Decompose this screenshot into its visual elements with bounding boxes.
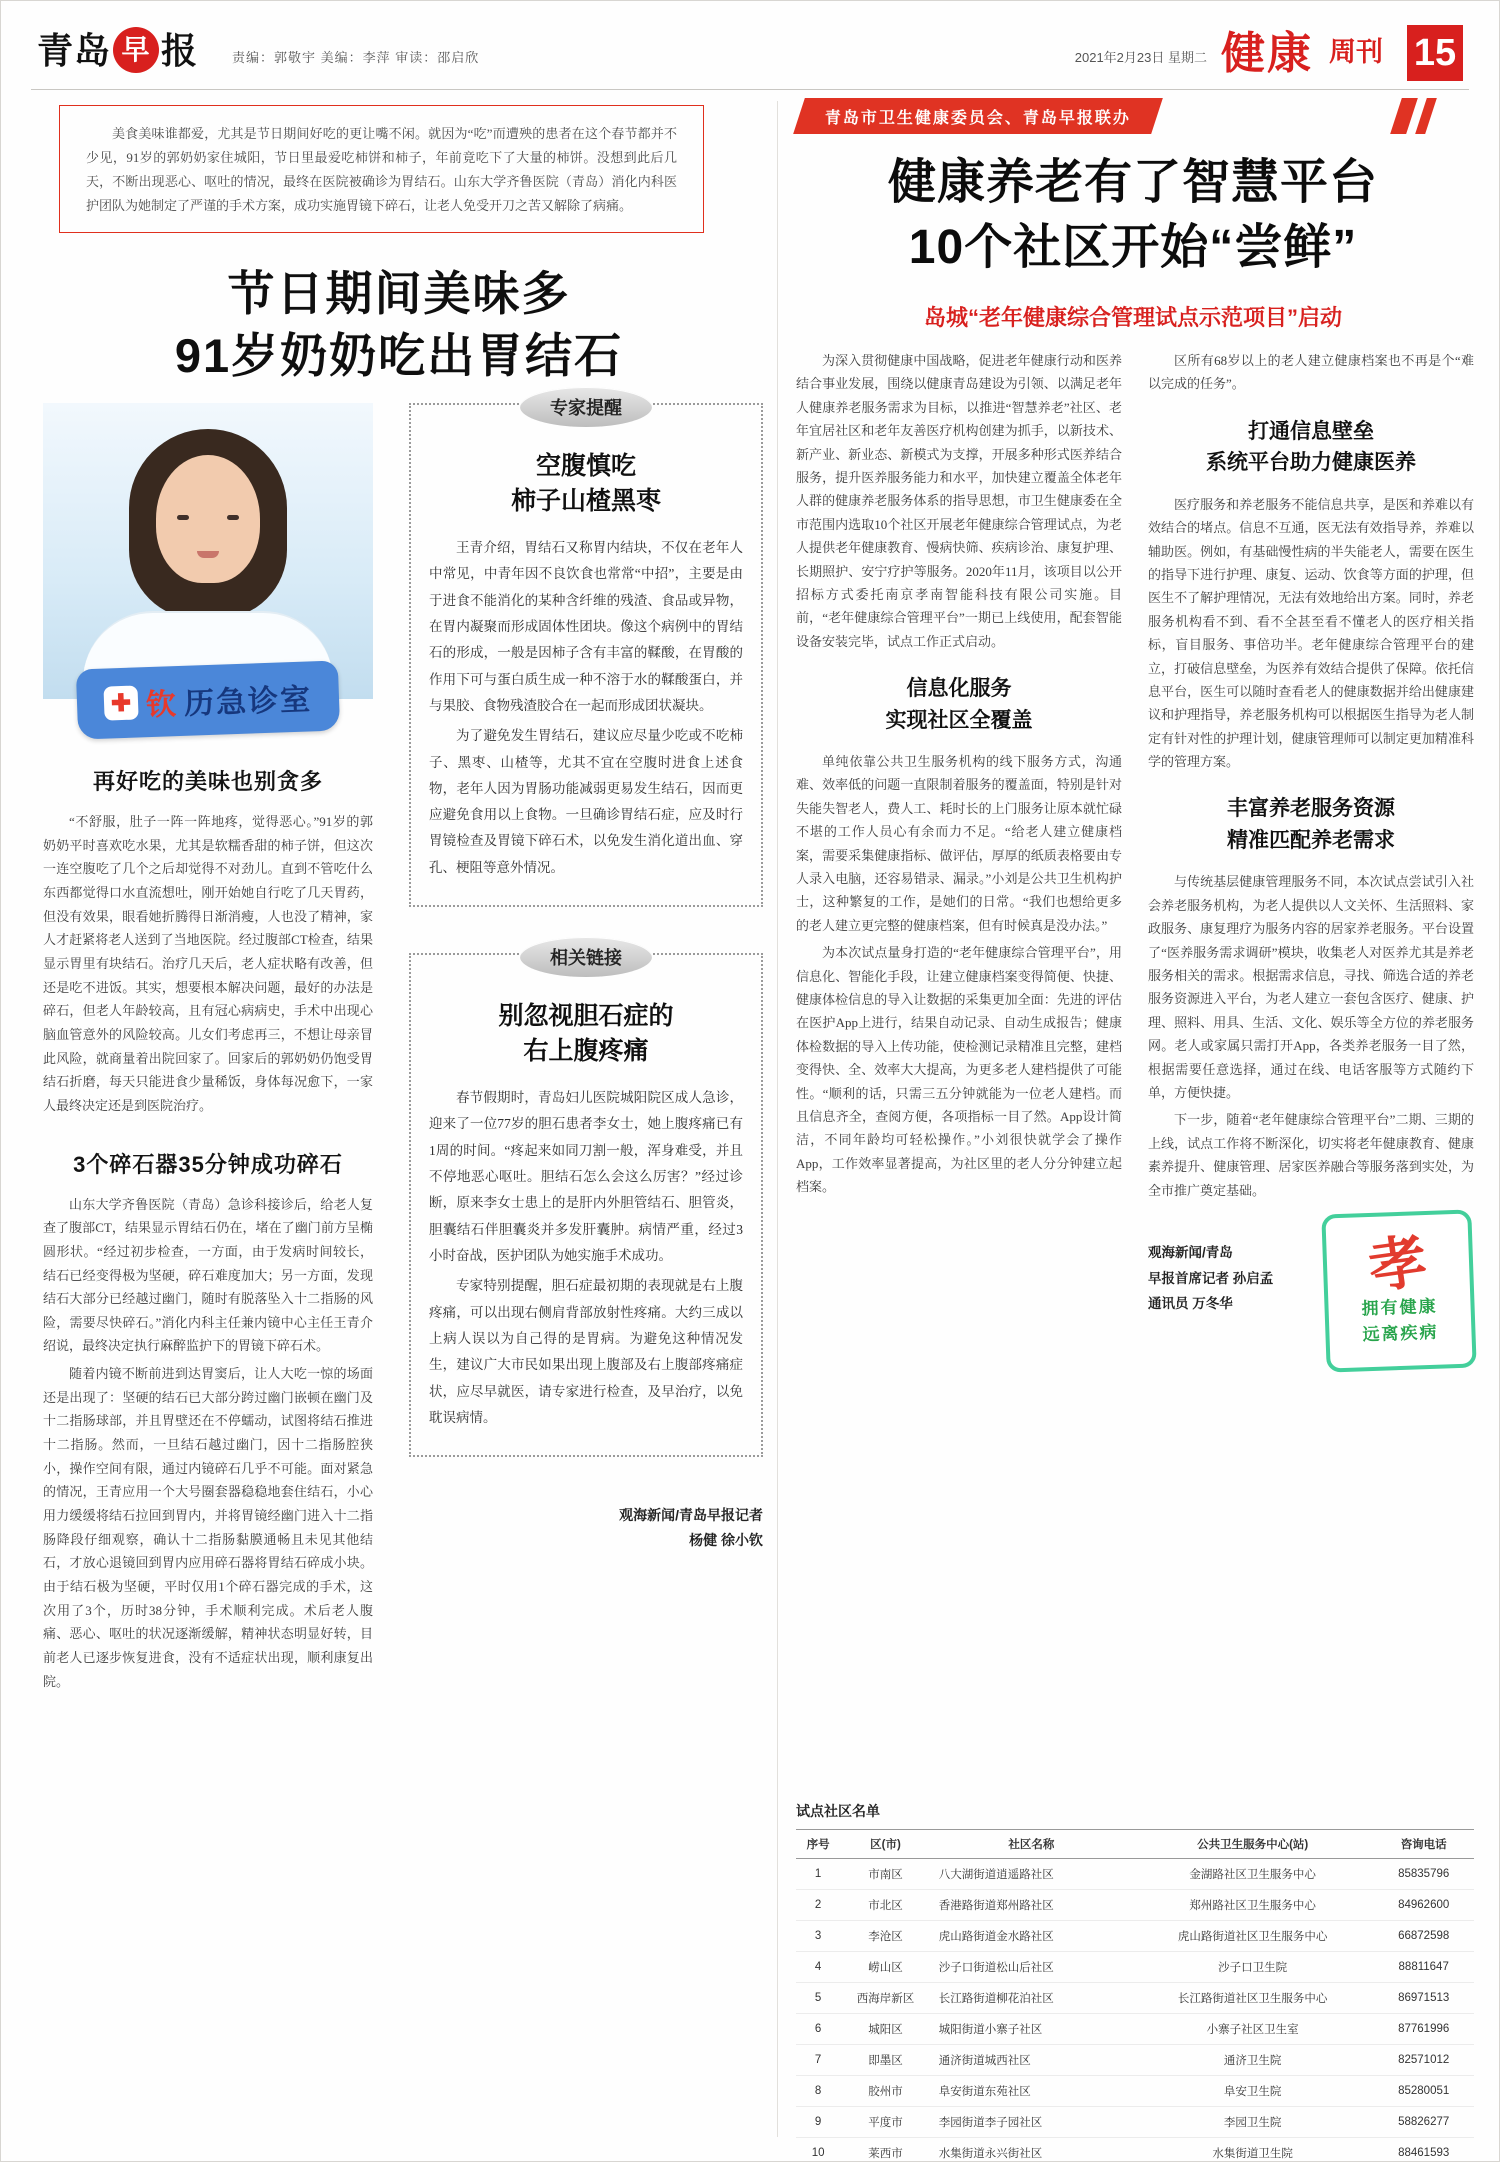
table-cell: 香港路街道郑州路社区 — [931, 1890, 1132, 1921]
intro-text: 美食美味谁都爱，尤其是节日期间好吃的更让嘴不闲。就因为“吃”而遭殃的患者在这个春节都并不少见，91岁的郭奶奶家住城阳，节日里最爱吃柿饼和柿子，年前竟吃下了大量的柿饼。没想到此后几天，不断出现恶心、呕吐的情况，最终在医院被确诊为胃结石。山东大学齐鲁医院（青岛）消化内科医护团队为她制定了严谨的手术方案，成功实施胃镜下碎石，让老人免受开刀之苦又解除了病痛。 — [86, 126, 677, 214]
right-credit-line2: 早报首席记者 孙启孟 — [1148, 1270, 1274, 1286]
editors-line: 责编：郭敬宇 美编：李萍 审读：邵启欣 — [232, 50, 480, 65]
table-cell: 虎山路街道社区卫生服务中心 — [1132, 1921, 1373, 1952]
right-credit-line3: 通讯员 万冬华 — [1148, 1296, 1233, 1312]
table-cell: 市南区 — [840, 1859, 931, 1890]
right-paragraph: 下一步，随着“老年健康综合管理平台”二期、三期的上线，试点工作将不断深化，切实将老年健康教育、健康素养提升、健康管理、居家医养融合等服务落到实处，为全市推广奠定基础。 — [1148, 1112, 1474, 1198]
right-subhead-info-line1: 信息化服务 — [906, 677, 1012, 701]
related-link-box — [409, 948, 763, 1457]
column-logo-banner — [76, 660, 340, 739]
table-cell: 66872598 — [1373, 1921, 1474, 1952]
weekly-title-light: 周刊 — [1329, 36, 1383, 67]
table-row — [796, 2014, 1474, 2045]
right-paragraph: 为深入贯彻健康中国战略，促进老年健康行动和医养结合事业发展，围绕以健康青岛建设为引领、以满足老年人健康养老服务需求为目标，以推进“智慧养老”社区、老年宜居社区和老年友善医疗机构创建为抓手，以新技术、新产业、新业态、新模式为支撑，开展多种形式医养结合服务，提升医养服务能力和水平，加快建立覆盖全体老年人群的健康养老服务体系的指导思想，市卫生健康委在全市范围内选取10个社区开展老年健康综合管理试点，为老人提供老年健康教育、慢病快筛、疾病诊治、康复护理、长期照护、安宁疗护等服务。2020年11月，该项目以公开招标方式委托南京孝南智能科技有限公司实施。目前，“老年健康综合管理平台”一期已上线使用，配套智能设备安装完毕，试点工作正式启动。 — [796, 353, 1122, 649]
table-cell: 李园卫生院 — [1132, 2107, 1373, 2138]
table-cell: 阜安卫生院 — [1132, 2076, 1373, 2107]
table-header-row — [796, 1830, 1474, 1859]
doctor-photo — [43, 403, 373, 699]
related-title-line1: 别忽视胆石症的 — [498, 1002, 674, 1031]
label-slash-decoration — [1415, 98, 1437, 134]
table-cell: 6 — [796, 2014, 840, 2045]
related-title-line2: 右上腹疼痛 — [523, 1037, 649, 1066]
table-cell: 城阳区 — [840, 2014, 931, 2045]
table-header: 区(市) — [840, 1830, 931, 1859]
right-deck: 岛城“老年健康综合管理试点示范项目”启动 — [923, 305, 1342, 330]
pilot-table-title: 试点社区名单 — [796, 1803, 880, 1819]
left-paragraph: “不舒服，肚子一阵一阵地疼，觉得恶心。”91岁的郭奶奶平时喜欢吃水果，尤其是软糯香甜的柿子饼，但这次一连空腹吃了几个之后却觉得不对劲儿。直到不管吃什么东西都觉得口水直流想吐，刚开始她自行吃了几天胃药，但没有效果，眼看她折腾得日渐消瘦，人也没了精神，家人才赶紧将老人送到了当地医院。经过腹部CT检查，结果显示胃里有块结石。治疗几天后，老人症状略有改善，但还是吃不进饭。其实，想要根本解决问题，最好的办法是碎石，但老人年龄较高，且有冠心病病史，手术中出现心脑血管意外的风险较高。儿女们考虑再三，不想让母亲冒此风险，就商量着出院回家了。回家后的郭奶奶仍饱受胃结石折磨，每天只能进食少量稀饭，身体每况愈下，一家人最终决定还是到医院治疗。 — [43, 814, 373, 1113]
photo-mouth — [197, 551, 219, 558]
table-row — [796, 2138, 1474, 2162]
left-subhead-2: 3个碎石器35分钟成功碎石 — [73, 1151, 343, 1177]
table-row — [796, 2107, 1474, 2138]
right-subhead-info-line2: 实现社区全覆盖 — [885, 708, 1033, 732]
table-cell: 阜安街道东苑社区 — [931, 2076, 1132, 2107]
table-cell: 88461593 — [1373, 2138, 1474, 2162]
table-cell: 李园街道李子园社区 — [931, 2107, 1132, 2138]
right-subhead-resource-line1: 丰富养老服务资源 — [1227, 797, 1395, 821]
brand-left: 青岛 — [37, 30, 112, 71]
table-row — [796, 1890, 1474, 1921]
photo-eye-left — [177, 515, 189, 520]
table-row — [796, 1952, 1474, 1983]
left-article-text-column — [43, 403, 373, 1697]
left-credit-line2: 杨健 徐小钦 — [689, 1532, 763, 1549]
table-cell: 平度市 — [840, 2107, 931, 2138]
table-header: 咨询电话 — [1373, 1830, 1474, 1859]
table-cell: 李沧区 — [840, 1921, 931, 1952]
table-cell: 1 — [796, 1859, 840, 1890]
table-cell: 86971513 — [1373, 1983, 1474, 2014]
header-right — [1075, 17, 1383, 81]
organizer-label-text: 青岛市卫生健康委员会、青岛早报联办 — [825, 109, 1132, 127]
table-row — [796, 1983, 1474, 2014]
seal-text-line2: 远离疾病 — [1362, 1322, 1439, 1345]
right-headline-line1: 健康养老有了智慧平台 — [887, 156, 1378, 209]
table-row — [796, 1921, 1474, 1952]
right-credit-row — [1148, 1212, 1474, 1370]
table-row — [796, 1859, 1474, 1890]
table-cell: 沙子口街道松山后社区 — [931, 1952, 1132, 1983]
right-subhead-resource-line2: 精准匹配养老需求 — [1227, 828, 1395, 852]
table-cell: 5 — [796, 1983, 840, 2014]
masthead-logo — [37, 23, 198, 76]
table-cell: 84962600 — [1373, 1890, 1474, 1921]
photo-face-shape — [156, 455, 260, 583]
right-headline — [791, 151, 1475, 281]
table-row — [796, 2076, 1474, 2107]
right-subhead-resource — [1148, 793, 1474, 856]
pilot-table-section — [796, 1801, 1474, 2162]
table-cell: 市北区 — [840, 1890, 931, 1921]
intro-box — [59, 105, 704, 233]
brand-right: 报 — [161, 30, 199, 71]
expert-title-line1: 空腹慎吃 — [535, 452, 636, 480]
page-header — [37, 17, 1463, 79]
banner-text-blue: 历急诊室 — [183, 683, 313, 721]
left-paragraph: 山东大学齐鲁医院（青岛）急诊科接诊后，给老人复查了腹部CT，结果显示胃结石仍在，堵在了幽门前方呈椭圆形状。“经过初步检查，一方面，由于发病时间较长，结石已经变得极为坚硬，碎石难度加大；另一方面，发现结石大部分已经越过幽门，随时有脱落坠入十二指肠的风险，需要尽快碎石。”消化内科主任兼内镜中心主任王青介绍说，最终决定执行麻醉监护下的胃镜下碎石术。 — [43, 1196, 373, 1354]
seal-character: 孝 — [1364, 1228, 1432, 1301]
table-cell: 10 — [796, 2138, 840, 2162]
expert-reminder-box — [409, 398, 763, 907]
related-box-title — [429, 999, 743, 1069]
left-credit-line1: 观海新闻/青岛早报记者 — [619, 1507, 763, 1524]
table-cell: 通济街道城西社区 — [931, 2045, 1132, 2076]
table-cell: 85280051 — [1373, 2076, 1474, 2107]
table-cell: 7 — [796, 2045, 840, 2076]
expert-box-title — [429, 449, 743, 519]
related-paragraph: 专家特别提醒，胆石症最初期的表现就是右上腹疼痛，可以出现右侧肩背部放射性疼痛。大约三成以上病人误以为自己得的是胃病。为避免这种情况发生，建议广大市民如果出现上腹部及右上腹部疼痛症状，应尽早就医，请专家进行检查，及早治疗，以免耽误病情。 — [429, 1278, 743, 1425]
right-column-a — [796, 349, 1122, 1370]
related-paragraph: 春节假期时，青岛妇儿医院城阳院区成人急诊，迎来了一位77岁的胆石患者李女士，她上腹疼痛已有1周的时间。“疼起来如同刀割一般，浑身难受，并且不停地恶心呕吐。胆结石怎么会这么厉害？”经过诊断，原来李女士患上的是肝内外胆管结石、胆管炎，胆囊结石伴胆囊炎并多发肝囊肿。病情严重，经过3小时奋战，医护团队为她实施手术成功。 — [429, 1090, 743, 1263]
right-subhead-wall — [1148, 416, 1474, 479]
table-cell: 8 — [796, 2076, 840, 2107]
banner-char-red: 钦 — [145, 688, 177, 723]
table-cell: 莱西市 — [840, 2138, 931, 2162]
right-paragraph: 医疗服务和养老服务不能信息共享，是医和养难以有效结合的堵点。信息不互通，医无法有效指导养，养难以辅助医。例如，有基础慢性病的半失能老人，需要在医生的指导下进行护理、康复、运动、饮食等方面的护理，但医生不了解护理情况，无法有效地给出方案。同时，养老服务机构看不到、看不全甚至看不懂老人的医疗相关指标，盲目服务、事倍功半。老年健康综合管理平台的建立，打破信息壁垒，为医养有效结合提供了保障。依托信息平台，医生可以随时查看老人的健康数据并给出健康建议和护理指导，养老服务机构可以根据医生指导为老人制定有针对性的护理计划，健康管理师可以制定更加精准科学的管理方案。 — [1148, 496, 1474, 770]
table-cell: 4 — [796, 1952, 840, 1983]
right-article-columns — [796, 349, 1474, 1370]
table-cell: 9 — [796, 2107, 840, 2138]
right-subhead-wall-line2: 系统平台助力健康医养 — [1206, 451, 1416, 475]
table-cell: 3 — [796, 1921, 840, 1952]
table-cell: 长江路街道柳花泊社区 — [931, 1983, 1132, 2014]
left-headline-line1: 节日期间美味多 — [227, 267, 571, 320]
table-cell: 西海岸新区 — [840, 1983, 931, 2014]
table-cell: 58826277 — [1373, 2107, 1474, 2138]
left-headline-line2: 91岁奶奶吃出胃结石 — [174, 329, 624, 383]
medical-cross-icon: ✚ — [103, 685, 138, 720]
table-cell: 87761996 — [1373, 2014, 1474, 2045]
pilot-community-table — [796, 1829, 1474, 2162]
seal-text-line1: 拥有健康 — [1361, 1296, 1438, 1319]
table-cell: 88811647 — [1373, 1952, 1474, 1983]
right-paragraph: 区所有68岁以上的老人建立健康档案也不再是个“难以完成的任务”。 — [1148, 353, 1474, 392]
table-cell: 崂山区 — [840, 1952, 931, 1983]
table-cell: 城阳街道小寨子社区 — [931, 2014, 1132, 2045]
table-cell: 沙子口卫生院 — [1132, 1952, 1373, 1983]
right-column-b — [1148, 349, 1474, 1370]
right-paragraph: 单纯依靠公共卫生服务机构的线下服务方式，沟通难、效率低的问题一直限制着服务的覆盖面，特别是针对失能失智老人，费人工、耗时长的上门服务让原本就忙碌不堪的工作人员心有余而力不足。“给老人建立健康档案，需要采集健康指标、做评估，厚厚的纸质表格要由专人录入电脑，还容易错录、漏录。”小刘是公共卫生机构护士，这种繁复的工作，是她们的日常。“我们也想给更多的老人建立更完整的健康档案，但有时候真是没办法。” — [796, 754, 1122, 933]
header-rule — [31, 89, 1469, 90]
left-article-boxes-column — [409, 398, 763, 1697]
table-cell: 胶州市 — [840, 2076, 931, 2107]
right-credit-line1: 观海新闻/青岛 — [1148, 1244, 1233, 1260]
label-slash-decoration — [1390, 98, 1418, 134]
table-cell: 水集街道永兴街社区 — [931, 2138, 1132, 2162]
left-article-columns — [43, 398, 763, 1697]
photo-eye-right — [227, 515, 239, 520]
brand-sun-icon: 早 — [113, 27, 159, 73]
table-header: 公共卫生服务中心(站) — [1132, 1830, 1373, 1859]
table-cell: 郑州路社区卫生服务中心 — [1132, 1890, 1373, 1921]
right-subhead-info — [796, 673, 1122, 736]
table-cell: 虎山路街道金水路社区 — [931, 1921, 1132, 1952]
expert-paragraph: 王青介绍，胃结石又称胃内结块，不仅在老年人中常见，中青年因不良饮食也常常“中招”，主要是由于进食不能消化的某种含纤维的残渣、食品或异物，在胃内凝聚而形成固体性团块。像这个病例中的胃结石的形成，一般是因柿子含有丰富的鞣酸，在胃酸的作用下可与蛋白质生成一种不溶于水的鞣酸蛋白，并与果胶、食物残渣胶合在一起而形成团状凝块。 — [429, 540, 743, 713]
table-header: 序号 — [796, 1830, 840, 1859]
table-cell: 2 — [796, 1890, 840, 1921]
right-paragraph: 为本次试点量身打造的“老年健康综合管理平台”，用信息化、智能化手段，让建立健康档案变得简便、快捷、健康体检信息的导入让数据的采集更加全面：先进的评估在医护App上进行，结果自动记录、自动生成报告；健康体检数据的导入上传功能，使检测记录精准且完整，建档变得快、全、效率大大提高，为更多老人建档提供了可能性。“顺利的话，只需三五分钟就能为一位老人建档。而且信息齐全，查阅方便，各项指标一目了然。App设计简洁，不同年龄均可轻松操作。”小刘很快就学会了操作App，工作效率显著提高，为社区里的老人分分钟建立起档案。 — [796, 945, 1122, 1195]
table-row — [796, 2045, 1474, 2076]
right-article-credit — [1148, 1212, 1273, 1317]
expert-title-line2: 柿子山楂黑枣 — [510, 487, 661, 515]
right-subhead-wall-line1: 打通信息壁垒 — [1248, 419, 1374, 443]
related-badge: 相关链接 — [520, 937, 652, 977]
right-paragraph: 与传统基层健康管理服务不同，本次试点尝试引入社会养老服务机构，为老人提供以人文关怀、生活照料、家政服务、康复理疗为服务内容的居家养老服务。平台设置了“医养服务需求调研”模块，收集老人对医养尤其是养老服务相关的需求。根据需求信息，寻找、筛选合适的养老服务资源进入平台，为老人建立一套包含医疗、健康、护理、照料、用具、生活、文化、娱乐等全方位的养老服务网。老人或家属只需打开App，各类养老服务一目了然，根据需要任意选择，通过在线、电话客服等方式随约下单，方便快捷。 — [1148, 874, 1474, 1100]
column-divider — [777, 101, 778, 2137]
table-cell: 82571012 — [1373, 2045, 1474, 2076]
weekly-title-bold: 健康 — [1221, 29, 1313, 78]
table-cell: 水集街道卫生院 — [1132, 2138, 1373, 2162]
health-seal-stamp — [1321, 1209, 1476, 1372]
table-cell: 长江路街道社区卫生服务中心 — [1132, 1983, 1373, 2014]
table-cell: 85835796 — [1373, 1859, 1474, 1890]
left-headline — [37, 263, 761, 387]
table-cell: 通济卫生院 — [1132, 2045, 1373, 2076]
expert-badge: 专家提醒 — [520, 387, 652, 427]
table-cell: 金湖路社区卫生服务中心 — [1132, 1859, 1373, 1890]
table-header: 社区名称 — [931, 1830, 1132, 1859]
organizer-label — [793, 98, 1163, 134]
page-number-badge: 15 — [1407, 25, 1463, 81]
left-subhead-1: 再好吃的美味也别贪多 — [92, 769, 323, 794]
left-paragraph: 随着内镜不断前进到达胃窦后，让人大吃一惊的场面还是出现了：坚硬的结石已大部分跨过幽门嵌顿在幽门及十二指肠球部，并且胃壁还在不停蠕动，试图将结石推进十二指肠。然而，一旦结石越过幽门，因十二指肠腔狭小，操作空间有限，通过内镜碎石几乎不可能。面对紧急的情况，王青应用一个大号圈套器稳稳地套住结石，小心用力缓缓将结石拉回到胃内，并将胃镜经幽门进入十二指肠降段仔细观察，确认十二指肠黏膜通畅且未见其他结石，才放心退镜回到胃内应用碎石器将胃结石碎成小块。由于结石极为坚硬，平时仅用1个碎石器完成的手术，这次用了3个，历时38分钟，手术顺利完成。术后老人腹痛、恶心、呕吐的状况逐渐缓解，精神状态明显好转，目前老人已逐步恢复进食，没有不适症状出现，顺利康复出院。 — [43, 1366, 373, 1689]
table-cell: 即墨区 — [840, 2045, 931, 2076]
table-cell: 小寨子社区卫生室 — [1132, 2014, 1373, 2045]
table-cell: 八大湖街道逍遥路社区 — [931, 1859, 1132, 1890]
issue-date: 2021年2月23日 星期二 — [1074, 49, 1207, 65]
left-article-credit — [409, 1503, 763, 1553]
expert-paragraph: 为了避免发生胃结石，建议应尽量少吃或不吃柿子、黑枣、山楂等，尤其不宜在空腹时进食上述食物，老年人因为胃肠功能减弱更易发生结石，因而更应避免食用以上食物。一旦确诊胃结石症，应及时行胃镜检查及胃镜下碎石术，以免发生消化道出血、穿孔、梗阻等意外情况。 — [429, 728, 743, 875]
right-headline-line2: 10个社区开始“尝鲜” — [908, 220, 1358, 274]
